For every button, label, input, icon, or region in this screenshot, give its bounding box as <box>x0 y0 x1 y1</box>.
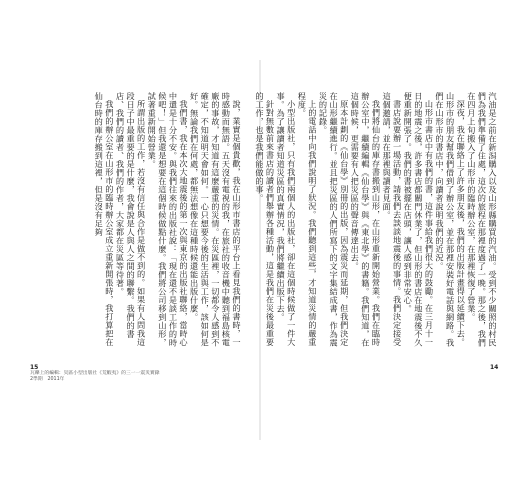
paragraph: 所謂出版的工作，若沒有信任與合作是做不到的。如果有人問我這段日子中最重要的是什麼，我會說是人與人之間的聯繫。我們的書店、我們的讀者、我們的作者，大家都在災區等待著。 <box>115 92 147 347</box>
running-title-line: 瓦礫上的編輯：災區小型出版社《荒蝦夷》的三一一震災實錄 <box>30 371 160 376</box>
running-title-line: 2學期 2011年 <box>30 377 65 383</box>
paragraph: 我們將仙台的庫存書搬到山形，在山形重新開始營業。我們在臨時辦公室中，繼續編輯《仙台學》與《東北學》的書籍。我們知道，在這個時候，更需要有人把災區的聲音傳達出去。 <box>350 92 382 347</box>
paragraph: 針對無數前來書店的讀者們舉辦各種活動，這是我們在災後最重要的工作，也是我們能做的事。 <box>254 92 276 347</box>
paragraph: 我們的辦公室在山形市的臨時辦公室成立重新開張時，我打算把在仙台時的庫存搬到這裡，但是沒有足夠 <box>94 92 115 347</box>
paragraph: 說，業實是個貴歡，我在山形市書店的平台上看見我們的書時，一時感動而無語。五天沒有電視的我，在旅社的收音機中聽到福島核電廠的事故，才知道有這麼嚴重的災情。在災區裡，一切都令人感到不確定，不知道明天會如何。一心只想要今後的生活與工作，該如何是好。無論我們在何處，都無法想像在這種時候還能出版什麼。 <box>189 92 242 347</box>
paragraph: 深夜，我在聯絡上了許多朋友後，我們的出版計畫得以延續下去。山形市的朋友幫我們借到了辦公室，並在那裡安裝好電話與網路。我們在山形市的書店中，向讀者說明我們的近況。 <box>435 92 467 347</box>
paragraph: 書店說要辦一場活動，請我們去談談地震後的事情。我們決定接受這個邀請，並在那裡與讀者見面。 <box>382 92 403 347</box>
page-number: 14 <box>490 364 499 371</box>
right-page-text <box>254 92 498 352</box>
paragraph: 原本計劃的《仙台學》別冊的出版，因為震災而延期，但我們決定在山形繼續進行。並且把災區的人們所寫下的文字集結成書，作為震災的記錄。 <box>318 92 350 347</box>
page-number: 15 <box>30 364 39 371</box>
paragraph: 小型出版社，只有我們兩個人的出版社，卻在這個時候做了一件大事。為了讓讀者知道災區的真實情況，我們將繼續出版下去。 <box>276 92 297 347</box>
left-page-text <box>26 92 242 352</box>
paragraph: 山形市書店中有我們的書，這件事給我們很大的鼓勵。在三月十一日的地震之後，許多書店都關門休業了，但山形的書店在地震後不久便重新開張了。我們的書被擺在店頭，讓人感到非常安心。 <box>403 92 435 347</box>
right-page <box>254 0 520 500</box>
running-title <box>30 371 230 383</box>
paragraph: 汽油是之前在新潟購入以及山形縣購買的汽油。受到不少關照的村民們為我們準備了住處，這次的旅程在那裡度過了一晚。那之後，我們在四月上旬搬入了山形市的臨時辦公室，在那裡恢復了營業。 <box>466 92 498 347</box>
left-page <box>0 0 258 500</box>
paragraph: 我們書，我在本次大地震後的第一次與東京的出版社聯絡，當時心中還是十分不安。與我們往來的出版社說：「現在還不是談工作的時候吧！」但我還是想要在這個時候做點什麼。我們將公司移到山形，試著重新開始營業。 <box>147 92 190 347</box>
paragraph: 上的電話中向我們說明了狀況。我們聽到這些，才知道災情的嚴重程度。 <box>297 92 318 347</box>
